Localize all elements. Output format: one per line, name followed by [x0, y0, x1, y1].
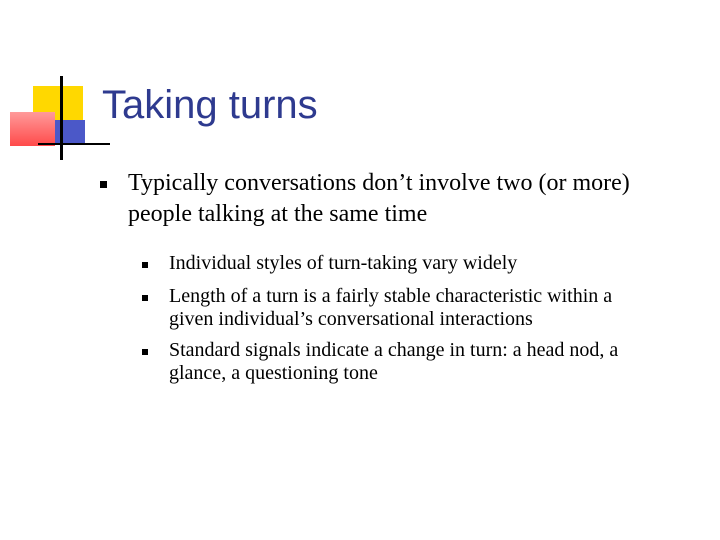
sub-bullet-text: Individual styles of turn-taking vary widely [169, 252, 518, 274]
logo-red-square [10, 112, 55, 146]
sub-bullet-list [142, 252, 642, 396]
logo-horizontal-line [38, 143, 110, 145]
bullet-item [100, 168, 680, 230]
bullet-text: Typically conversations don’t involve two (or more) people talking at the same time [128, 170, 630, 227]
template-logo [0, 0, 110, 170]
sub-bullet-item [142, 285, 642, 331]
slide-title: Taking turns [102, 83, 318, 127]
square-bullet-icon [142, 349, 148, 355]
sub-bullet-item [142, 339, 642, 385]
square-bullet-icon [142, 262, 148, 268]
square-bullet-icon [142, 295, 148, 301]
sub-bullet-text: Standard signals indicate a change in turn: a head nod, a glance, a questioning tone [169, 339, 619, 384]
square-bullet-icon [100, 181, 107, 188]
logo-vertical-line [60, 76, 63, 160]
sub-bullet-item [142, 252, 642, 275]
sub-bullet-text: Length of a turn is a fairly stable characteristic within a given individual’s conversational interactions [169, 285, 613, 330]
